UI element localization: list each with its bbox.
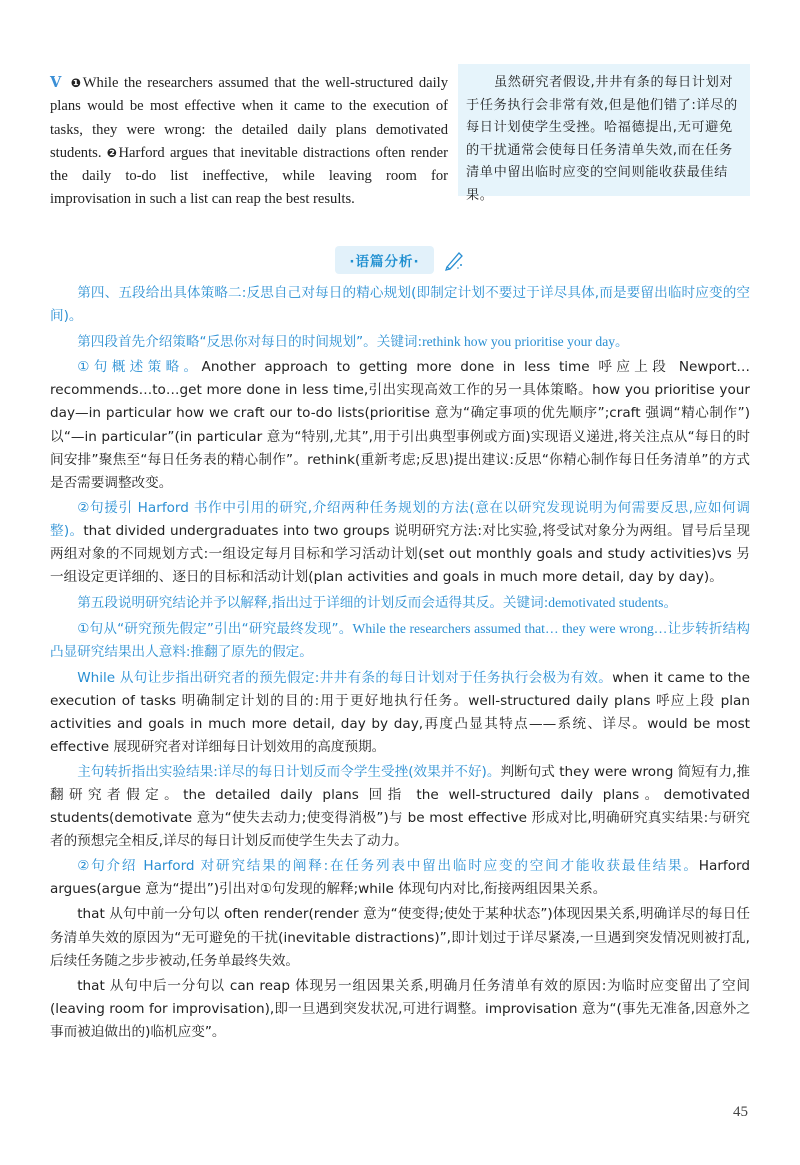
passage-block [0, 64, 800, 244]
section-title: ·语篇分析· [335, 246, 433, 274]
sentence-number-1: ❶ [70, 76, 83, 90]
analysis-para: 主句转折指出实验结果:详尽的每日计划反而令学生受挫(效果并不好)。判断句式 they were wrong 简短有力,推翻研究者假定。the detailed daily plans 回指 the well-structured daily plans。demotivated students(demotivate 意为“使失去动力;使变得消极”)与 be most effective 形成对比,明确研究真实结果:与研究者的预想完全相反,详尽的每日计划反而使学生失去了动力。 [50, 763, 751, 850]
sentence-2: Harford argues that inevitable distractions often render the daily to-do list ineffective, while leaving room for improvisation in such a list can reap the best results. [50, 144, 448, 208]
translation-text: 虽然研究者假设,井井有条的每日计划对于任务执行会非常有效,但是他们错了:详尽的每日计划使学生受挫。哈福德提出,无可避免的干扰通常会使每日任务清单失效,而在任务清单中留出临时应变的空间则能收获最佳结果。 [466, 75, 738, 203]
analysis-para: that 从句中前一分句以 often render(render 意为“使变得;使处于某种状态”)体现因果关系,明确详尽的每日任务清单失效的原因为“无可避免的干扰(inevitable distractions)”,即计划过于详尽紧凑,一旦遇到突发情况则被打乱,后续任务随之步步被动,任务单最终失效。 [50, 906, 750, 969]
analysis-para: ②句援引 Harford 书作中引用的研究,介绍两种任务规划的方法(意在以研究发现说明为何需要反思,应如何调整)。that divided undergraduates into two groups 说明研究方法:对比实验,将受试对象分为两组。冒号后呈现两组对象的不同规划方式:一组设定每月目标和学习活动计划(set out monthly goals and study activities)vs 另一组设定更详细的、逐日的目标和活动计划(plan activities and goals in much more detail, day by day)。 [50, 499, 750, 586]
analysis-para: that 从句中后一分句以 can reap 体现另一组因果关系,明确月任务清单有效的原因:为临时应变留出了空间(leaving room for improvisation),即一旦遇到突发状况,可进行调整。improvisation 意为“(事先无准备,因意外之事而被迫做出的)临机应变”。 [50, 977, 750, 1040]
analysis-body [50, 282, 750, 1046]
sentence-number-2: ❷ [106, 145, 119, 160]
analysis-para: ①句从“研究预先假定”引出“研究最终发现”。While the researchers assumed that… they were wrong…让步转折结构凸显研究结果出人意料:推翻了原先的假定。 [50, 621, 751, 661]
analysis-para: 第五段说明研究结论并予以解释,指出过于详细的计划反而会适得其反。关键词:demotivated students。 [77, 595, 678, 612]
section-heading [0, 246, 800, 275]
analysis-para: 第四段首先介绍策略“反思你对每日的时间规划”。关键词:rethink how you prioritise your day。 [77, 334, 629, 351]
sentence-1: While the researchers assumed that the well-structured daily plans would be most effective when it came to the execution of tasks, they were wrong: the detailed daily plans demotivated students. [50, 75, 448, 161]
pen-icon [443, 249, 465, 275]
page-number: 45 [733, 1104, 748, 1120]
analysis-para: While 从句让步指出研究者的预先假定:井井有条的每日计划对于任务执行会极为有效。when it came to the execution of tasks 明确制定计划的目的:用于更好地执行任务。well-structured daily plans 呼应上段 plan activities and goals in much more detail, day by day,再度凸显其特点——系统、详尽。would be most effective 展现研究者对详细每日计划效用的高度预期。 [50, 669, 751, 755]
english-passage [50, 72, 448, 212]
analysis-para: ①句概述策略。Another approach to getting more done in less time 呼应上段 Newport… recommends…to…get more done in less time,引出实现高效工作的另一具体策略。how you prioritise your day—in particular how we craft our to-do lists(prioritise 意为“确定事项的优先顺序”;craft 强调“精心制作”)以“—in particular”(in particular 意为“特别,尤其”,用于引出典型事例或方面)实现语义递进,将关注点从“每日的时间安排”聚焦至“每日任务表的精心制作”。rethink(重新考虑;反思)提出建议:反思“你精心制作每日任务清单”的方式是否需要调整改变。 [50, 359, 751, 491]
analysis-para: ②句介绍 Harford 对研究结果的阐释:在任务列表中留出临时应变的空间才能收获最佳结果。Harford argues(argue 意为“提出”)引出对①句发现的解释;while 体现句内对比,衔接两组因果关系。 [50, 858, 750, 898]
paragraph-marker: Ⅴ [50, 75, 64, 91]
analysis-para: 第四、五段给出具体策略二:反思自己对每日的精心规划(即制定计划不要过于详尽具体,而是要留出临时应变的空间)。 [50, 285, 750, 325]
chinese-translation [458, 64, 750, 203]
